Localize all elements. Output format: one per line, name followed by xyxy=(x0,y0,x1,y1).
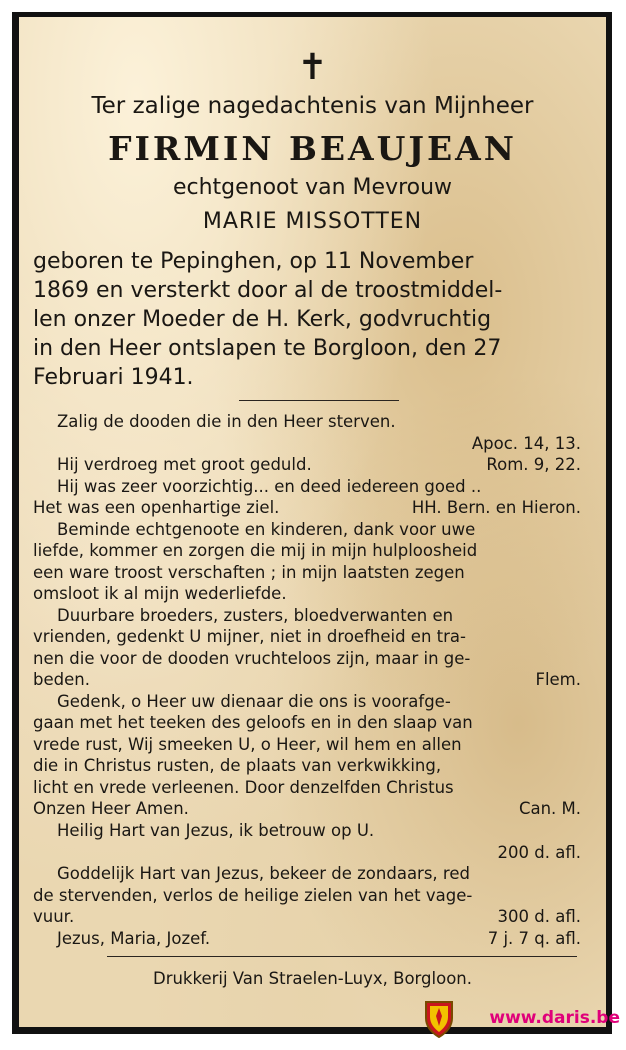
divider xyxy=(107,956,577,957)
birth-line: len onzer Moeder de H. Kerk, godvruchtig xyxy=(33,307,492,332)
verse-ref: 7 j. 7 q. afl. xyxy=(487,929,581,948)
verse-line: die in Christus rusten, de plaats van verkwikking, xyxy=(33,756,442,775)
verse-line: gaan met het teeken des geloofs en in den slaap van xyxy=(33,713,473,732)
heading: Ter zalige nagedachtenis van Mijnheer xyxy=(91,93,534,119)
verse-line: Hij verdroeg met groot geduld. xyxy=(57,455,312,474)
verse-ref: Flem. xyxy=(535,670,581,689)
verse-line: een ware troost verschaften ; in mijn laatsten zegen xyxy=(33,563,465,582)
verse-ref: Rom. 9, 22. xyxy=(486,455,581,474)
verse-line: Gedenk, o Heer uw dienaar die ons is voorafge- xyxy=(57,692,451,711)
website-link[interactable]: www.daris.be xyxy=(489,1008,620,1028)
verse-line: Onzen Heer Amen. xyxy=(33,799,189,818)
birth-line: 1869 en versterkt door al de troostmiddel- xyxy=(33,278,503,303)
verse-line: Beminde echtgenoote en kinderen, dank voor uwe xyxy=(57,520,476,539)
verse-line: liefde, kommer en zorgen die mij in mijn hulploosheid xyxy=(33,541,478,560)
verse-line: Zalig de dooden die in den Heer sterven. xyxy=(57,412,396,431)
verse-line: vrienden, gedenkt U mijner, niet in droefheid en tra- xyxy=(33,627,466,646)
memorial-card xyxy=(19,17,606,1027)
verse-line: licht en vrede verleenen. Door denzelfden Christus xyxy=(33,778,454,797)
divider xyxy=(239,400,399,401)
verse-line: Heilig Hart van Jezus, ik betrouw op U. xyxy=(57,821,375,840)
printer-line: Drukkerij Van Straelen-Luyx, Borgloon. xyxy=(152,969,472,988)
spouse-intro: echtgenoot van Mevrouw xyxy=(172,175,453,200)
spouse-name: MARIE MISSOTTEN xyxy=(202,209,423,234)
verse-line: Jezus, Maria, Jozef. xyxy=(57,929,211,948)
verse-ref: HH. Bern. en Hieron. xyxy=(411,498,581,517)
birth-line: Februari 1941. xyxy=(33,365,194,390)
verse-line: vuur. xyxy=(33,907,75,926)
verse-line: Hij was zeer voorzichtig... en deed iedereen goed .. xyxy=(57,477,482,496)
verse-line: Duurbare broeders, zusters, bloedverwanten en xyxy=(57,606,454,625)
verse-line: de stervenden, verlos de heilige zielen van het vage- xyxy=(33,886,473,905)
birth-line: in den Heer ontslapen te Borgloon, den 27 xyxy=(33,336,502,361)
verse-line: Goddelijk Hart van Jezus, bekeer de zondaars, red xyxy=(57,864,470,883)
verse-ref: 300 d. afl. xyxy=(497,907,581,926)
deceased-name: FIRMIN BEAUJEAN xyxy=(108,129,517,168)
verse-ref: 200 d. afl. xyxy=(497,843,581,862)
verse-ref: Apoc. 14, 13. xyxy=(471,434,581,453)
birth-line: geboren te Pepinghen, op 11 November xyxy=(33,249,474,274)
verse-ref: Can. M. xyxy=(518,799,581,818)
verse-line: omsloot ik al mijn wederliefde. xyxy=(33,584,287,603)
shield-logo-icon xyxy=(424,998,454,1038)
verse-line: vrede rust, Wij smeeken U, o Heer, wil hem en allen xyxy=(33,735,462,754)
verse-line: nen die voor de dooden vruchteloos zijn, maar in ge- xyxy=(33,649,471,668)
cross-icon: ✝ xyxy=(297,47,328,88)
verse-line: beden. xyxy=(33,670,90,689)
verse-line: Het was een openhartige ziel. xyxy=(33,498,280,517)
